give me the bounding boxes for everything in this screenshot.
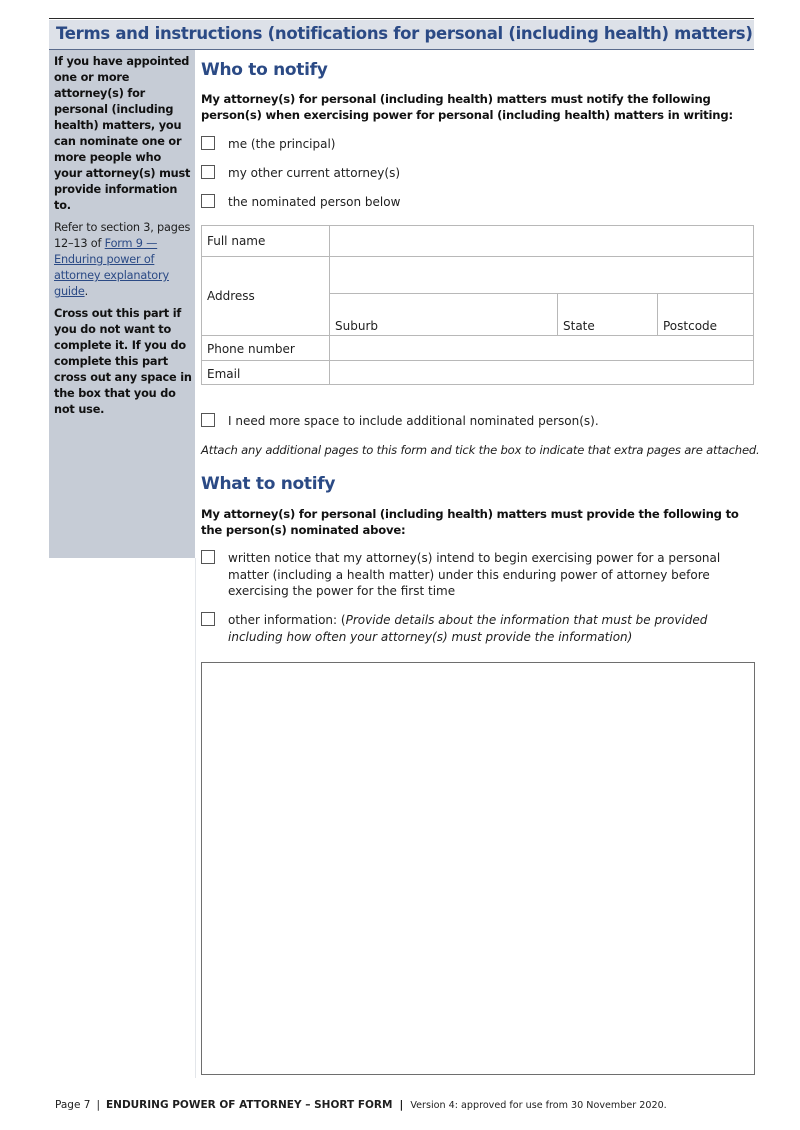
more-space-checkbox-label: I need more space to include additional nominated person(s). xyxy=(228,414,599,428)
version-note: Version 4: approved for use from 30 November 2020. xyxy=(410,1100,667,1111)
footer-separator: | xyxy=(399,1099,404,1111)
what-to-notify-intro: My attorney(s) for personal (including health) matters must provide the following to the person(s) nominated above: xyxy=(201,507,739,537)
page-footer xyxy=(55,1099,667,1111)
other-information-instruction: Provide details about the information that must be provided including how often your attorney(s) must provide the information) xyxy=(228,613,708,644)
principal-checkbox[interactable] xyxy=(201,136,215,150)
principal-checkbox-label: me (the principal) xyxy=(228,137,336,151)
email-field[interactable] xyxy=(330,361,753,384)
other-attorneys-checkbox-label: my other current attorney(s) xyxy=(228,166,401,180)
written-notice-label: written notice that my attorney(s) intend to begin exercising power for a personal matter (including a health matter) under this enduring power of attorney before exercising the power for the first time xyxy=(228,551,721,598)
full-name-label: Full name xyxy=(207,234,266,248)
phone-number-label: Phone number xyxy=(207,342,295,356)
other-information-label xyxy=(228,612,748,645)
state-label: State xyxy=(563,319,595,333)
phone-number-field[interactable] xyxy=(330,336,753,360)
suburb-field[interactable] xyxy=(330,294,557,318)
page-number: Page 7 xyxy=(55,1099,91,1111)
explanatory-guide-link[interactable]: Form 9 — Enduring power of attorney explanatory guide xyxy=(54,237,169,298)
section-header xyxy=(49,20,754,50)
footer-separator: | xyxy=(96,1099,100,1111)
who-to-notify-heading: Who to notify xyxy=(201,60,328,80)
sidebar-crossout-note: Cross out this part if you do not want to complete it. If you do complete this part cross out any space in the box that you do not use. xyxy=(54,307,192,416)
what-to-notify-heading: What to notify xyxy=(201,474,336,494)
nominee-details-table xyxy=(201,225,754,385)
other-information-textarea[interactable] xyxy=(202,663,754,1074)
email-label: Email xyxy=(207,367,241,381)
other-information-prefix: other information: ( xyxy=(228,613,346,627)
sidebar-divider xyxy=(195,558,196,1078)
other-information-details-box[interactable] xyxy=(201,662,755,1075)
postcode-field[interactable] xyxy=(658,294,753,318)
other-attorneys-checkbox[interactable] xyxy=(201,165,215,179)
nominated-person-checkbox-label: the nominated person below xyxy=(228,195,401,209)
written-notice-checkbox[interactable] xyxy=(201,550,215,564)
sidebar-instruction: If you have appointed one or more attorney(s) for personal (including health) matters, you can nominate one or more people who your attorney(s) must provide information to. xyxy=(54,55,191,212)
address-field[interactable] xyxy=(330,257,753,293)
sidebar-reference xyxy=(54,220,192,300)
full-name-field[interactable] xyxy=(330,227,753,256)
more-space-checkbox[interactable] xyxy=(201,413,215,427)
who-to-notify-intro: My attorney(s) for personal (including health) matters must notify the following person(s) when exercising power for personal (including health) matters in writing: xyxy=(201,92,733,122)
sidebar-reference-suffix: . xyxy=(84,285,88,298)
state-field[interactable] xyxy=(558,294,657,318)
form-name: ENDURING POWER OF ATTORNEY – SHORT FORM xyxy=(105,1099,393,1111)
instructions-sidebar xyxy=(49,50,195,558)
section-title: Terms and instructions (notifications for personal (including health) matters) xyxy=(56,24,753,43)
attach-pages-note: Attach any additional pages to this form and tick the box to indicate that extra pages are attached. xyxy=(201,443,760,457)
other-information-checkbox[interactable] xyxy=(201,612,215,626)
sidebar-reference-prefix: Refer to section 3, pages 12–13 of xyxy=(54,221,191,250)
suburb-label: Suburb xyxy=(335,319,378,333)
postcode-label: Postcode xyxy=(663,319,718,333)
top-rule xyxy=(49,18,754,19)
address-label: Address xyxy=(207,289,255,303)
nominated-person-checkbox[interactable] xyxy=(201,194,215,208)
